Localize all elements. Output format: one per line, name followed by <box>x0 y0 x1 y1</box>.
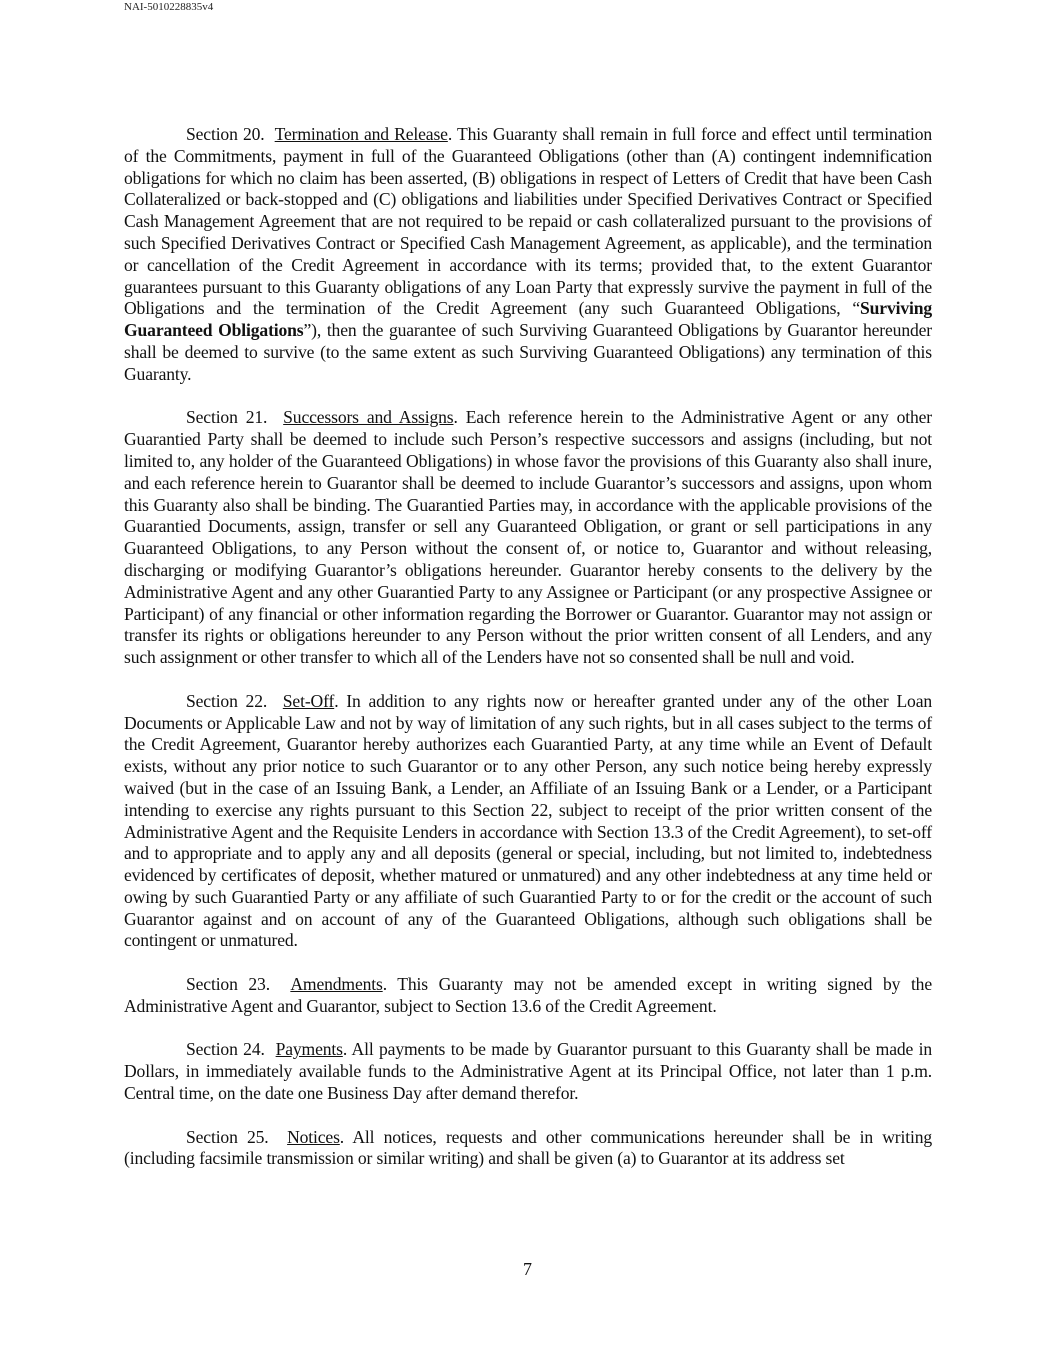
section-20-termination-and-release <box>124 124 932 386</box>
document-body <box>124 124 932 1192</box>
section-number: Section 25. <box>186 1126 269 1147</box>
section-body: . All notices, requests and other communications hereunder shall be in writing (including facsimile transmission or similar writing) and shall be given (a) to Guarantor at its address set <box>124 1126 933 1169</box>
section-body: . This Guaranty may not be amended except in writing signed by the Administrative Agent and Guarantor, subject to Section 13.6 of the Credit Agreement. <box>124 974 932 1016</box>
section-number: Section 22. <box>186 690 268 711</box>
section-21-successors-and-assigns <box>124 407 932 669</box>
section-heading: Notices <box>287 1126 340 1147</box>
section-heading: Amendments <box>290 974 383 995</box>
section-body: . All payments to be made by Guarantor pursuant to this Guaranty shall be made in Dollars, in immediately available funds to the Administrative Agent at its Principal Office, not later than 1 p.m. Central time, on the date one Business Day after demand therefor. <box>124 1039 933 1104</box>
page-number: 7 <box>523 1259 532 1279</box>
section-heading: Payments <box>275 1039 343 1060</box>
document-id: NAI-5010228835v4 <box>124 1 214 13</box>
section-heading: Set-Off <box>282 690 335 711</box>
section-22-set-off <box>124 691 932 953</box>
section-23-amendments <box>124 974 932 1018</box>
section-heading: Termination and Release <box>274 124 448 144</box>
section-number: Section 24. <box>186 1039 265 1060</box>
section-body-continued: ”), then the guarantee of such Surviving Guaranteed Obligations by Guarantor hereunder shall be deemed to survive (to the same extent as such Surviving Guaranteed Obligations) any termination of this Guaranty. <box>124 320 932 384</box>
defined-term: Surviving Guaranteed Obligations <box>124 298 932 341</box>
section-heading: Successors and Assigns <box>283 407 454 428</box>
section-number: Section 21. <box>186 407 268 428</box>
section-24-payments <box>124 1039 932 1104</box>
section-number: Section 23. <box>186 974 270 995</box>
section-25-notices <box>124 1127 932 1171</box>
section-body: . In addition to any rights now or hereafter granted under any of the other Loan Documents or Applicable Law and not by way of limitation of any such rights, but in all cases subject to the terms of the Credit Agreement, Guarantor hereby authorizes each Guarantied Party, at any time while an Event of Default exists, without any prior notice to such Guarantor or to any other Person, any such notice being hereby expressly waived (but in the case of an Issuing Bank, a Lender, an Affiliate of an Issuing Bank or a Lender, or a Participant intending to exercise any rights pursuant to this Section 22, subject to receipt of the prior written consent of the Administrative Agent and the Requisite Lenders in accordance with Section 13.3 of the Credit Agreement), to set-off and to appropriate and to apply any and all deposits (general or special, including, but not limited to, indebtedness evidenced by certificates of deposit, whether matured or unmatured) and any other indebtedness at any time held or owing by such Guarantied Party or any affiliate of such Guarantied Party to or for the credit or the account of such Guarantor against and on account of any of the Guaranteed Obligations, although such obligations shall be contingent or unmatured. <box>124 690 933 951</box>
section-body: . This Guaranty shall remain in full force and effect until termination of the Commitments, payment in full of the Guaranteed Obligations (other than (A) contingent indemnification obligations for which no claim has been asserted, (B) obligations in respect of Letters of Credit that have been Cash Collateralized or back-stopped and (C) obligations and liabilities under Specified Derivatives Contract or Specified Cash Management Agreement that are not required to be repaid or cash collateralized pursuant to the provisions of such Specified Derivatives Contract or Specified Cash Management Agreement, as applicable), and the termination or cancellation of the Credit Agreement in accordance with its terms; provided that, to the extent Guarantor guarantees pursuant to this Guaranty obligations of any Loan Party that expressly survive the payment in full of the Obligations and the termination of the Credit Agreement (any such Guaranteed Obligations, “ <box>124 124 933 319</box>
section-body: . Each reference herein to the Administrative Agent or any other Guarantied Party shall be deemed to include such Person’s respective successors and assigns (including, but not limited to, any holder of the Guaranteed Obligations) in whose favor the provisions of this Guaranty also shall inure, and each reference herein to Guarantor shall be deemed to include Guarantor’s successors and assigns, upon whom this Guaranty also shall be binding. The Guarantied Parties may, in accordance with the applicable provisions of the Guarantied Documents, assign, transfer or sell any Guaranteed Obligation, or grant or sell participations in any Guaranteed Obligations, to any Person without the consent of, or notice to, Guarantor and without releasing, discharging or modifying Guarantor’s obligations hereunder. Guarantor hereby consents to the delivery by the Administrative Agent and any other Guarantied Party to any Assignee or Participant (or any prospective Assignee or Participant) of any financial or other information regarding the Borrower or Guarantor. Guarantor may not assign or transfer its rights or obligations hereunder to any Person without the prior written consent of all Lenders, and any such assignment or other transfer to which all of the Lenders have not so consented shall be null and void. <box>124 407 932 668</box>
section-number: Section 20. <box>186 124 265 144</box>
